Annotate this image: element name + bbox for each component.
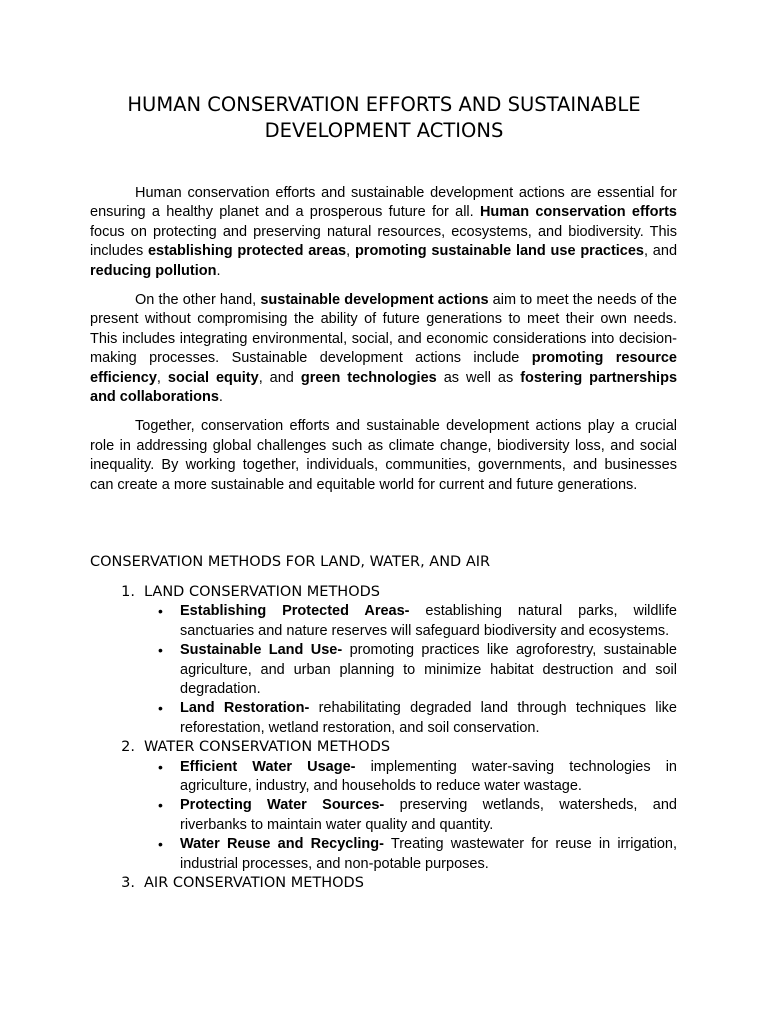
bold-term: establishing protected areas	[147, 243, 347, 260]
method-item	[90, 738, 677, 874]
bullet-label: Water Reuse and Recycling-	[180, 836, 384, 853]
bullet-label: Sustainable Land Use-	[180, 642, 343, 659]
title-line-1: HUMAN CONSERVATION EFFORTS AND SUSTAINABLE	[127, 93, 641, 116]
bold-term: social equity	[167, 369, 259, 386]
text-run: ,	[346, 243, 355, 260]
text-run: as well as	[436, 369, 521, 386]
bullet-text: Treating wastewater for reuse in irrigation, industrial processes, and non-potable purposes.	[180, 836, 677, 872]
method-number: 3.	[121, 875, 135, 892]
body-paragraph	[90, 417, 677, 495]
bullet-list	[90, 602, 677, 738]
title-line-2: DEVELOPMENT ACTIONS	[264, 119, 504, 142]
bullet-icon: •	[158, 836, 163, 853]
method-number: 2.	[121, 739, 135, 756]
bullet-item	[158, 602, 677, 641]
bullet-text: rehabilitating degraded land through techniques like reforestation, wetland restoration, and soil conservation.	[180, 700, 677, 736]
bullet-label: Efficient Water Usage-	[180, 758, 356, 775]
bold-term: green technologies	[300, 369, 437, 386]
bullet-item	[158, 796, 677, 835]
method-heading	[90, 738, 677, 757]
document-title	[90, 92, 678, 144]
method-title: LAND CONSERVATION METHODS	[144, 584, 380, 600]
text-run: .	[218, 389, 223, 406]
bullet-icon: •	[158, 797, 163, 814]
text-run: On the other hand,	[135, 292, 261, 309]
section-heading: CONSERVATION METHODS FOR LAND, WATER, AND AIR	[90, 554, 491, 570]
methods-list	[90, 583, 677, 894]
method-heading	[90, 874, 677, 893]
bullet-icon: •	[158, 758, 163, 775]
bold-term: promoting resource efficiency	[90, 350, 677, 386]
bullet-label: Protecting Water Sources-	[180, 797, 385, 814]
intro-body	[90, 184, 677, 505]
method-item	[90, 583, 677, 738]
text-run: , and	[258, 369, 301, 386]
bold-term: sustainable development actions	[260, 292, 489, 309]
bullet-icon: •	[158, 603, 163, 620]
bullet-text: implementing water-saving technologies in agriculture, industry, and households to reduce water wastage.	[180, 758, 677, 795]
bullet-list	[90, 758, 677, 874]
bullet-item	[158, 641, 677, 699]
text-run: Together, conservation efforts and sustainable development actions play a crucial role in addressing global challenges such as climate change, biodiversity loss, and social inequality. By working together, individuals, communities, governments, and businesses can create a more sustainable and equitable world for current and future generations.	[90, 418, 677, 493]
text-run: aim to meet the needs of the present without compromising the ability of future generations to meet their own needs. This includes integrating environmental, social, and economic considerations into decision-making processes. Sustainable development actions include	[90, 292, 677, 367]
bullet-text: establishing natural parks, wildlife sanctuaries and nature reserves will safeguard biodiversity and ecosystems.	[180, 603, 677, 639]
bold-term: reducing pollution	[90, 262, 217, 279]
bullet-item	[158, 758, 677, 797]
bullet-icon: •	[158, 700, 163, 717]
text-run: .	[216, 262, 221, 279]
bullet-item	[158, 835, 677, 874]
text-run: ,	[156, 369, 168, 386]
bullet-item	[158, 699, 677, 738]
body-paragraph	[90, 184, 677, 281]
method-number: 1.	[121, 584, 135, 600]
method-item	[90, 874, 677, 893]
method-title: WATER CONSERVATION METHODS	[144, 739, 391, 756]
text-run: Human conservation efforts and sustainable development actions are essential for ensuring a healthy planet and a prosperous future for all.	[90, 185, 677, 221]
bold-term: Human conservation efforts	[479, 204, 677, 221]
bullet-label: Land Restoration-	[180, 700, 310, 717]
method-title: AIR CONSERVATION METHODS	[144, 875, 364, 892]
bullet-text: promoting practices like agroforestry, sustainable agriculture, and urban planning to minimize habitat destruction and soil degradation.	[180, 642, 677, 698]
bold-term: promoting sustainable land use practices	[354, 243, 644, 260]
bold-term: fostering partnerships and collaborations	[90, 369, 678, 406]
method-heading	[90, 583, 677, 602]
bullet-label: Establishing Protected Areas-	[180, 603, 410, 620]
body-paragraph	[90, 291, 677, 407]
text-run: focus on protecting and preserving natural resources, ecosystems, and biodiversity. This includes	[90, 223, 677, 260]
bullet-text: preserving wetlands, watersheds, and riverbanks to maintain water quality and quantity.	[180, 797, 677, 833]
bullet-icon: •	[158, 642, 163, 659]
text-run: , and	[644, 243, 678, 260]
